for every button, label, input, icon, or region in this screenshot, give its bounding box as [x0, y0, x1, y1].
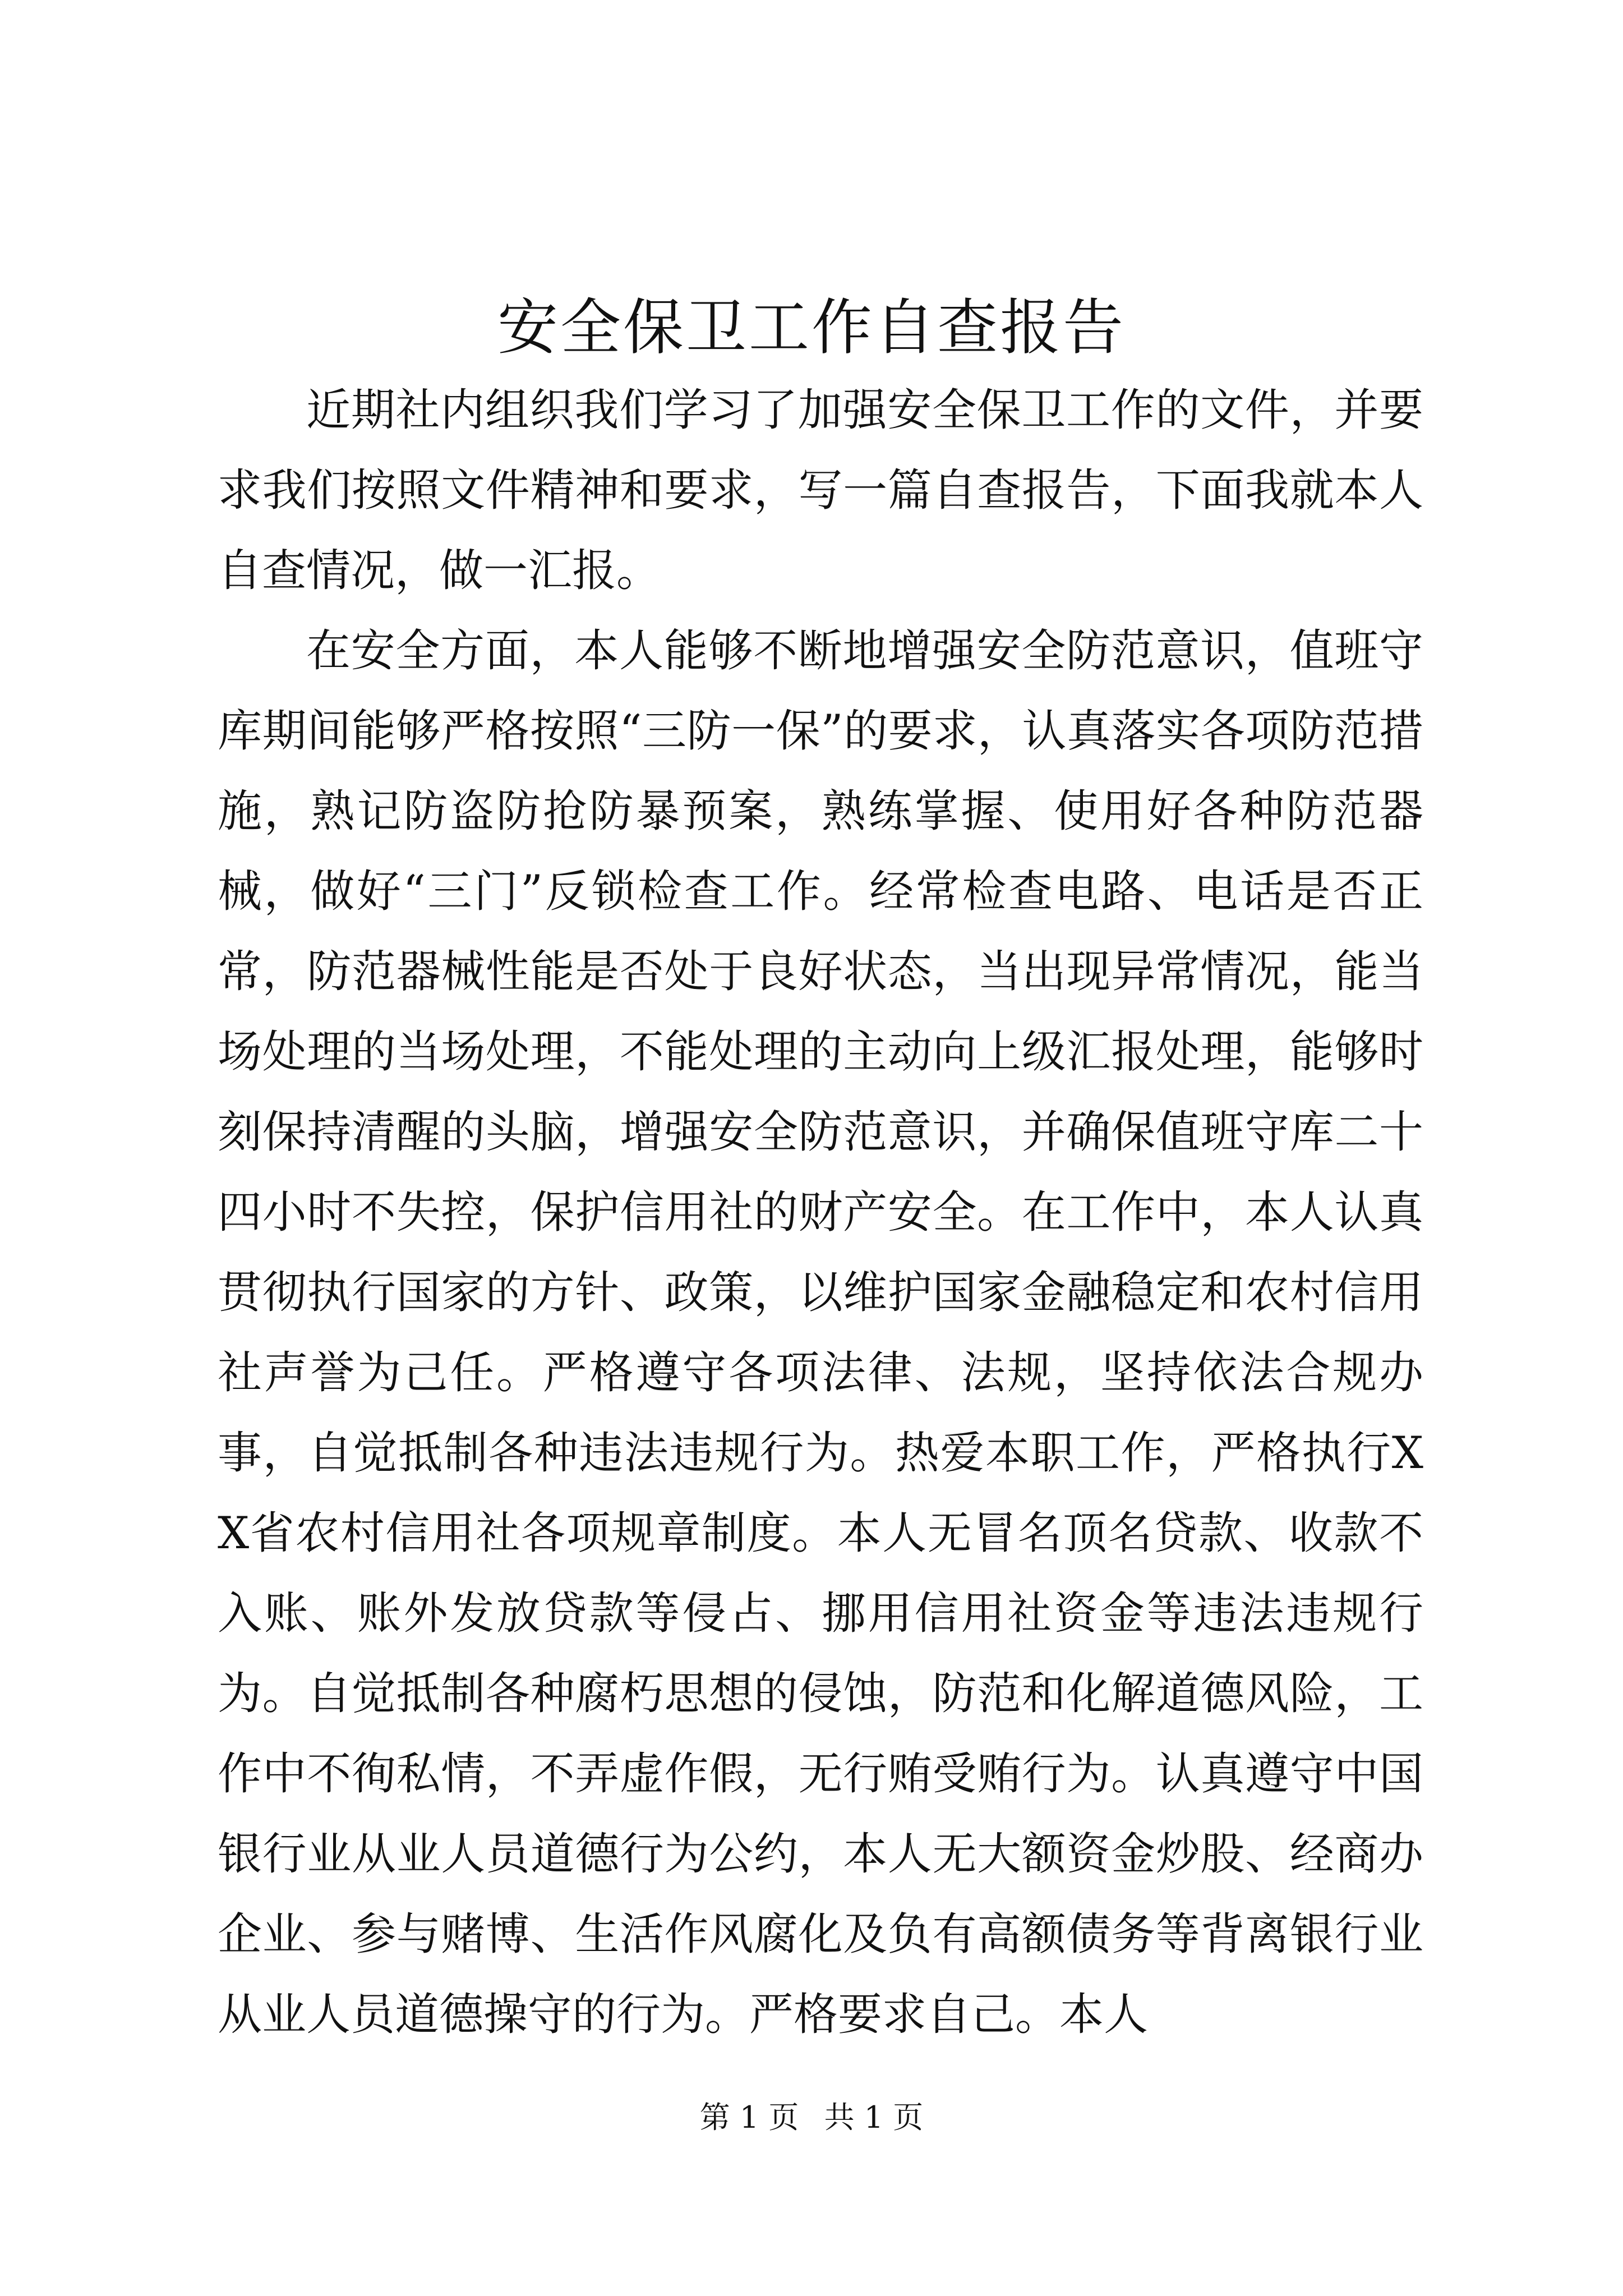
paragraph-security: 在安全方面，本人能够不断地增强安全防范意识，值班守库期间能够严格按照“三防一保”的要求，认真落实各项防范措施，熟记防盗防抢防暴预案，熟练掌握、使用好各种防范器械，做好“三门”反锁检查工作。经常检查电路、电话是否正常，防范器械性能是否处于良好状态，当出现异常情况，能当场处理的当场处理，不能处理的主动向上级汇报处理，能够时刻保持清醒的头脑，增强安全防范意识，并确保值班守库二十四小时不失控，保护信用社的财产安全。在工作中，本人认真贯彻执行国家的方针、政策，以维护国家金融稳定和农村信用社声誉为己任。严格遵守各项法律、法规，坚持依法合规办事，自觉抵制各种违法违规行为。热爱本职工作，严格执行XX省农村信用社各项规章制度。本人无冒名顶名贷款、收款不入账、账外发放贷款等侵占、挪用信用社资金等违法违规行为。自觉抵制各种腐朽思想的侵蚀，防范和化解道德风险，工作中不徇私情，不弄虚作假，无行贿受贿行为。认真遵守中国银行业从业人员道德行为公约，本人无大额资金炒股、经商办企业、参与赌博、生活作风腐化及负有高额债务等背离银行业从业人员道德操守的行为。严格要求自己。本人 — [218, 625, 1423, 2040]
page-number: 第 1 页 — [699, 2100, 799, 2135]
document-title: 安全保卫工作自查报告 — [497, 293, 1126, 363]
paragraph-intro: 近期社内组织我们学习了加强安全保卫工作的文件，并要求我们按照文件精神和要求，写一篇自查报告，下面我就本人自查情况，做一汇报。 — [218, 384, 1423, 596]
document-body — [218, 370, 1423, 2055]
page-footer — [0, 2098, 1623, 2137]
page-total: 共 1 页 — [824, 2100, 924, 2135]
